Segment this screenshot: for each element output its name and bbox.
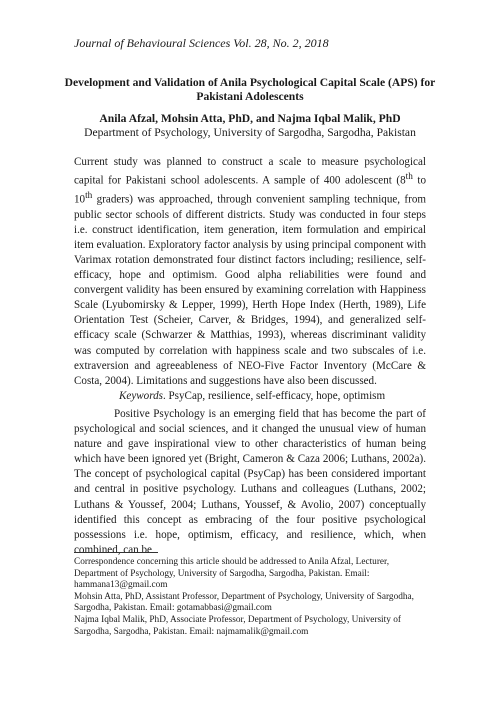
footnote-author-2: Mohsin Atta, PhD, Assistant Professor, Department of Psychology, University of Sargodha, Sargodha, Pakistan. Email: gotamabbasi@gmail.com <box>74 591 414 614</box>
keywords <box>74 389 426 404</box>
author-list: Anila Afzal, Mohsin Atta, PhD, and Najma Iqbal Malik, PhD <box>99 112 401 125</box>
paper-title: Development and Validation of Anila Psychological Capital Scale (APS) for Pakistani Adolescents <box>64 76 436 103</box>
body-text <box>74 407 426 558</box>
author-affiliation: Department of Psychology, University of Sargodha, Sargodha, Pakistan <box>84 126 416 139</box>
footnotes <box>74 557 434 638</box>
footnote-divider <box>74 552 158 553</box>
keywords-text: . PsyCap, resilience, self-efficacy, hope, optimism <box>162 389 386 402</box>
body-paragraph: Positive Psychology is an emerging field that has become the part of psychological and social sciences, and it changed the unusual view of human nature and gave inspirational view to other characteristics of human being which have been ignored yet (Bright, Cameron & Caza 2006; Luthans, 2002a). The concept of psychological capital (PsyCap) has been considered important and central in positive psychology. Luthans and colleagues (Luthans, 2002; Luthans & Youssef, 2004; Luthans, Youssef, & Avolio, 2007) conceptually identified this concept as embracing of the four positive psychological possessions i.e. hope, optimism, efficacy, and resilience, which, when combined, can be <box>74 408 426 556</box>
abstract <box>74 155 426 404</box>
footnote-correspondence: Correspondence concerning this article should be addressed to Anila Afzal, Lecturer, Department of Psychology, University of Sargodha, Sargodha, Pakistan. Email: hammana13@gmail.com <box>74 557 390 591</box>
footnote-author-3: Najma Iqbal Malik, PhD, Associate Professor, Department of Psychology, University of Sargodha, Sargodha, Pakistan. Email: najmamalik@gmail.com <box>74 614 401 637</box>
keywords-label: Keywords <box>119 389 163 402</box>
journal-header: Journal of Behavioural Sciences Vol. 28, No. 2, 2018 <box>74 36 329 50</box>
abstract-text: Current study was planned to construct a scale to measure psychological capital for Pakistani school adolescents. A sample of 400 adolescent (8th to 10th graders) was approached, through convenient sampling technique, from public sector schools of different districts. Study was conducted in four steps i.e. construct identification, item generation, item formulation and empirical item evaluation. Exploratory factor analysis by using principal component with Varimax rotation demonstrated four distinct factors including; resilience, self-efficacy, hope and optimism. Good alpha reliabilities were found and convergent validity has been ensured by examining correlation with Happiness Scale (Lyubomirsky & Lepper, 1999), Herth Hope Index (Herth, 1989), Life Orientation Test (Scheier, Carver, & Bridges, 1994), and generalized self-efficacy scale (Schwarzer & Matthias, 1993), whereas discriminant validity was computed by correlation with happiness scale and two subscales of i.e. extraversion and agreeableness of NEO-Five Factor Inventory (McCare & Costa, 2004). Limitations and suggestions have also been discussed. <box>74 156 426 387</box>
